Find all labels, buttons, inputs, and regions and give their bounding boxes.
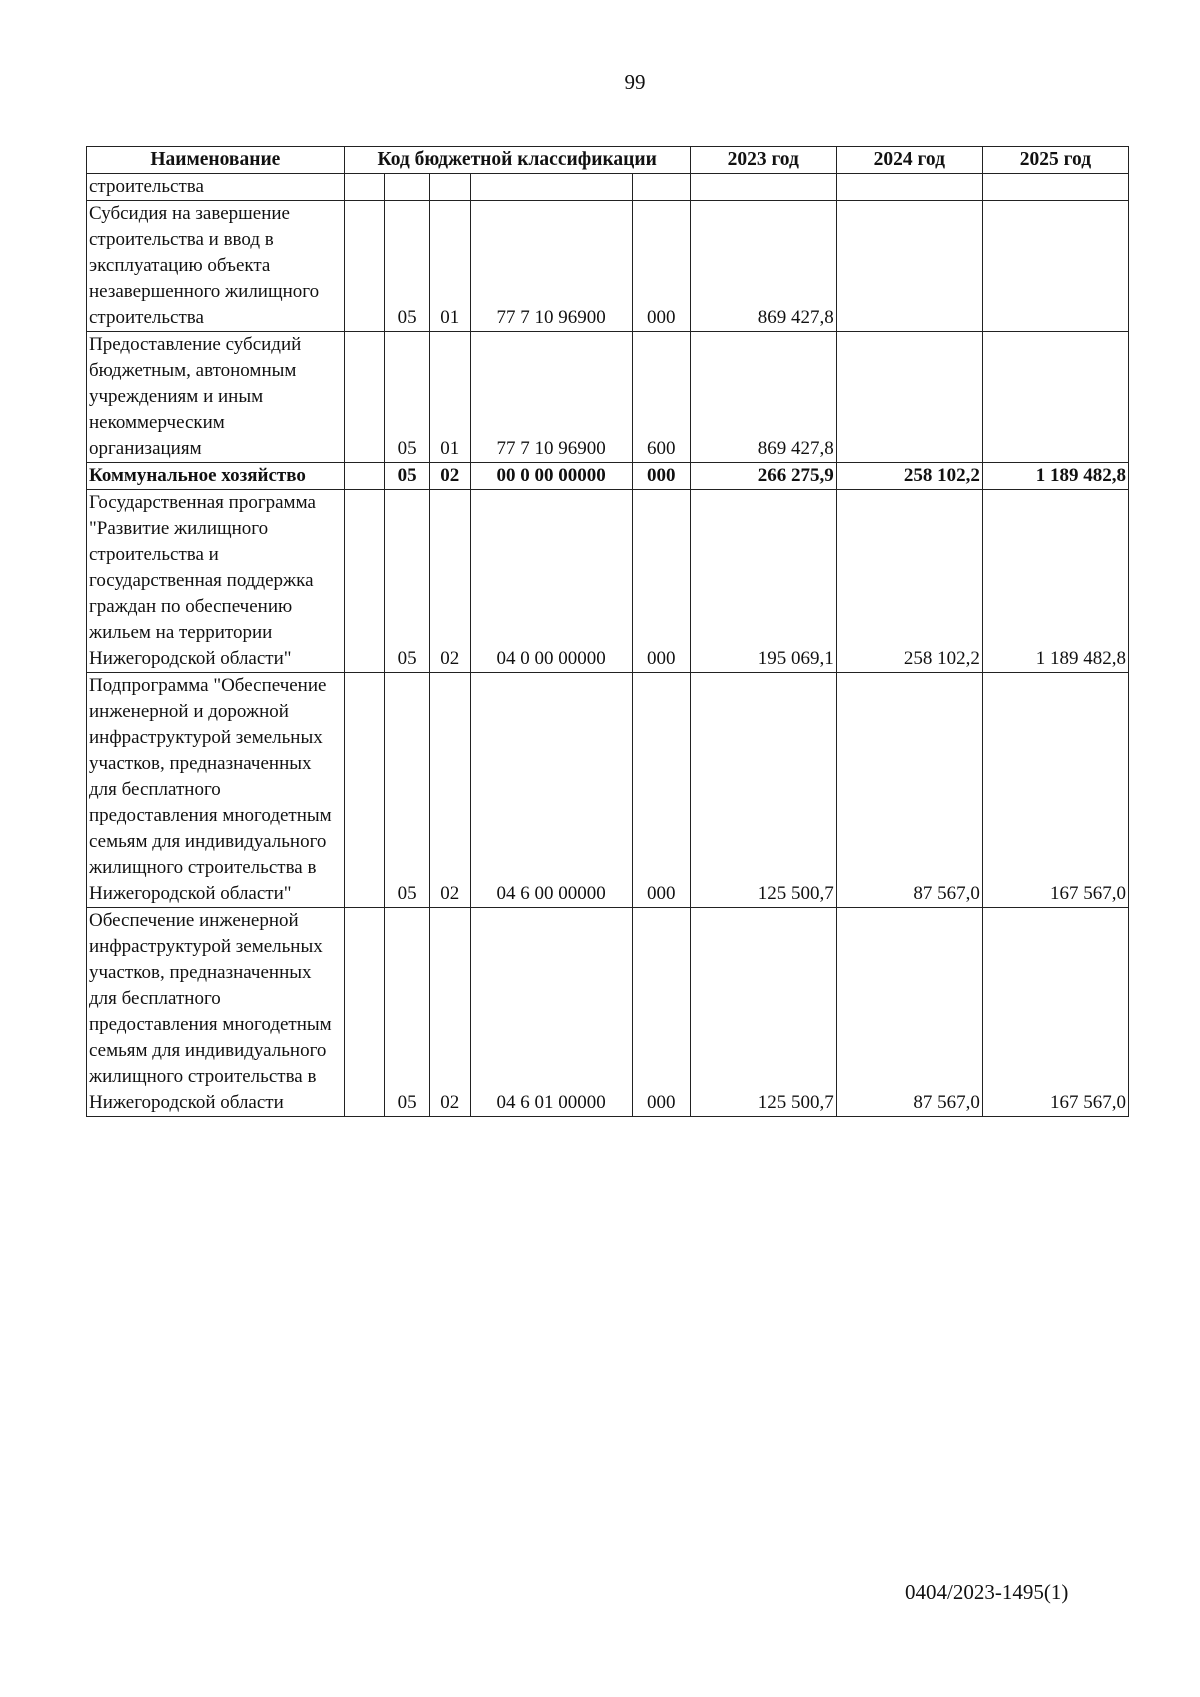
budget-table [86, 146, 1129, 1117]
value-2024: 258 102,2 [836, 463, 982, 490]
table-row [87, 332, 1129, 463]
code-expense-type: 000 [632, 673, 690, 908]
table-row [87, 174, 1129, 201]
code-target-article: 77 7 10 96900 [470, 201, 632, 332]
value-2023: 125 500,7 [690, 908, 836, 1117]
code-col-1 [344, 908, 385, 1117]
code-subsection: 02 [429, 908, 470, 1117]
table-row [87, 490, 1129, 673]
code-col-1 [344, 201, 385, 332]
value-2023: 195 069,1 [690, 490, 836, 673]
value-2025 [982, 201, 1128, 332]
value-2024 [836, 332, 982, 463]
code-expense-type: 000 [632, 463, 690, 490]
code-target-article: 00 0 00 00000 [470, 463, 632, 490]
value-2023: 266 275,9 [690, 463, 836, 490]
header-2024: 2024 год [836, 147, 982, 174]
code-col-1 [344, 673, 385, 908]
value-2023: 869 427,8 [690, 332, 836, 463]
code-target-article: 04 6 00 00000 [470, 673, 632, 908]
row-name: Государственная программа "Развитие жилищного строительства и государственная поддержка граждан по обеспечению жильем на территории Нижегородской области" [87, 490, 345, 673]
code-subsection: 01 [429, 332, 470, 463]
code-section [385, 174, 430, 201]
row-name: Подпрограмма "Обеспечение инженерной и дорожной инфраструктурой земельных участков, предназначенных для бесплатного предоставления многодетным семьям для индивидуального жилищного строительства в Нижегородской области" [87, 673, 345, 908]
table-header-row [87, 147, 1129, 174]
row-name: Обеспечение инженерной инфраструктурой земельных участков, предназначенных для бесплатного предоставления многодетным семьям для индивидуального жилищного строительства в Нижегородской области [87, 908, 345, 1117]
header-name: Наименование [87, 147, 345, 174]
code-subsection: 02 [429, 463, 470, 490]
value-2024 [836, 201, 982, 332]
code-subsection [429, 174, 470, 201]
value-2025 [982, 174, 1128, 201]
table-row [87, 673, 1129, 908]
table-row [87, 463, 1129, 490]
code-col-1 [344, 490, 385, 673]
table-row [87, 201, 1129, 332]
row-name: Предоставление субсидий бюджетным, автономным учреждениям и иным некоммерческим организациям [87, 332, 345, 463]
row-name: Субсидия на завершение строительства и ввод в эксплуатацию объекта незавершенного жилищного строительства [87, 201, 345, 332]
value-2025: 1 189 482,8 [982, 463, 1128, 490]
value-2024: 87 567,0 [836, 673, 982, 908]
code-target-article [470, 174, 632, 201]
table-body [87, 174, 1129, 1117]
code-target-article: 04 0 00 00000 [470, 490, 632, 673]
code-subsection: 02 [429, 673, 470, 908]
code-col-1 [344, 174, 385, 201]
value-2025 [982, 332, 1128, 463]
code-section: 05 [385, 201, 430, 332]
row-name: Коммунальное хозяйство [87, 463, 345, 490]
value-2025: 167 567,0 [982, 673, 1128, 908]
code-col-1 [344, 332, 385, 463]
value-2023 [690, 174, 836, 201]
code-section: 05 [385, 673, 430, 908]
row-name: строительства [87, 174, 345, 201]
value-2024: 87 567,0 [836, 908, 982, 1117]
value-2024 [836, 174, 982, 201]
header-2025: 2025 год [982, 147, 1128, 174]
code-expense-type [632, 174, 690, 201]
code-expense-type: 000 [632, 201, 690, 332]
code-expense-type: 000 [632, 490, 690, 673]
table-row [87, 908, 1129, 1117]
header-code: Код бюджетной классификации [344, 147, 690, 174]
code-expense-type: 600 [632, 332, 690, 463]
code-section: 05 [385, 490, 430, 673]
document-code: 0404/2023-1495(1) [905, 1580, 1069, 1604]
code-subsection: 01 [429, 201, 470, 332]
code-target-article: 77 7 10 96900 [470, 332, 632, 463]
code-section: 05 [385, 332, 430, 463]
code-section: 05 [385, 908, 430, 1117]
page-number: 99 [624, 70, 646, 94]
value-2023: 869 427,8 [690, 201, 836, 332]
value-2023: 125 500,7 [690, 673, 836, 908]
code-expense-type: 000 [632, 908, 690, 1117]
code-subsection: 02 [429, 490, 470, 673]
code-col-1 [344, 463, 385, 490]
header-2023: 2023 год [690, 147, 836, 174]
value-2025: 167 567,0 [982, 908, 1128, 1117]
value-2024: 258 102,2 [836, 490, 982, 673]
value-2025: 1 189 482,8 [982, 490, 1128, 673]
code-target-article: 04 6 01 00000 [470, 908, 632, 1117]
code-section: 05 [385, 463, 430, 490]
